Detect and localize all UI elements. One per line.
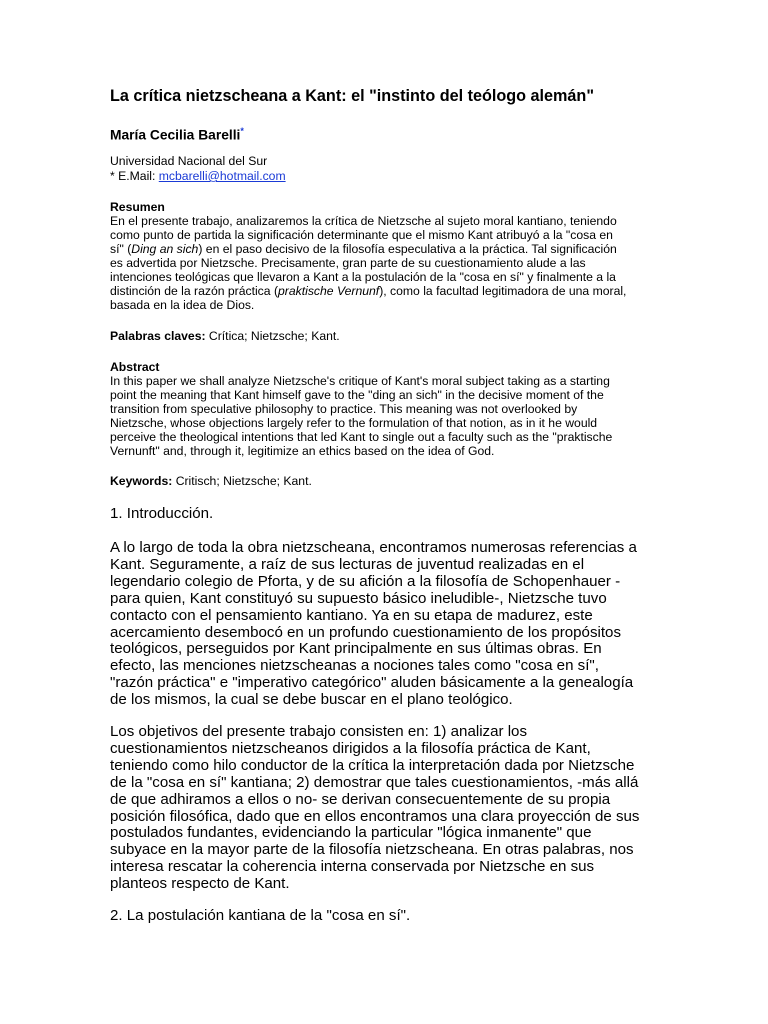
resumen-line: distinción de la razón práctica (praktische Vernunf), como la facultad legitimadora de una moral, xyxy=(110,284,627,298)
paper-title: La crítica nietzscheana a Kant: el "instinto del teólogo alemán" xyxy=(110,87,594,105)
paragraph-line: postulados fundantes, evidenciando la particular "lógica inmanente" que xyxy=(110,824,592,842)
palabras-claves-value: Crítica; Nietzsche; Kant. xyxy=(205,329,340,343)
abstract-line: point the meaning that Kant himself gave to the "ding an sich" in the decisive moment of the xyxy=(110,388,604,402)
paragraph-line: posición filosófica, dado que en ellos encontramos una clara proyección de sus xyxy=(110,807,640,825)
palabras-claves-label: Palabras claves: xyxy=(110,329,206,343)
email-prefix: * E.Mail: xyxy=(110,169,159,183)
paragraph-line: efecto, las menciones nietzscheanas a nociones tales como "cosa en sí", xyxy=(110,657,599,675)
abstract-heading: Abstract xyxy=(110,360,160,374)
abstract-line: perceive the theological intentions that led Kant to single out a faculty such as the "praktische xyxy=(110,430,613,444)
paragraph-line: de los mismos, la cual se debe buscar en el plano teológico. xyxy=(110,691,513,709)
italic-term: Ding an sich xyxy=(131,242,199,256)
author-name: María Cecilia Barelli xyxy=(110,127,241,143)
paragraph-line: cuestionamientos nietzscheanos dirigidos a la filosofía práctica de Kant, xyxy=(110,739,591,757)
paragraph-line: teológicos, perseguidos por Kant principalmente en sus últimas obras. En xyxy=(110,640,602,658)
intro-paragraph-2 xyxy=(110,724,660,893)
paragraph-line: interesa rescatar la coherencia interna conservada por Nietzsche en sus xyxy=(110,858,595,876)
paragraph-line: para quien, Kant constituyó su supuesto básico ineludible-, Nietzsche tuvo xyxy=(110,589,607,607)
keywords-value: Critisch; Nietzsche; Kant. xyxy=(172,474,312,488)
italic-term: praktische Vernunf xyxy=(278,284,380,298)
paragraph-line: Los objetivos del presente trabajo consisten en: 1) analizar los xyxy=(110,723,528,740)
section-2-heading: 2. La postulación kantiana de la "cosa en sí". xyxy=(110,907,411,924)
resumen-line: sí" (Ding an sich) en el paso decisivo de la filosofía especulativa a la práctica. Tal significación xyxy=(110,242,617,256)
paragraph-line: planteos respecto de Kant. xyxy=(110,875,290,893)
email-link[interactable]: mcbarelli@hotmail.com xyxy=(158,169,286,183)
paragraph-line: "razón práctica" e "imperativo categórico" aluden básicamente a la genealogía xyxy=(110,674,634,692)
affiliation: Universidad Nacional del Sur xyxy=(110,154,268,168)
resumen-line: basada en la idea de Dios. xyxy=(110,298,255,312)
resumen-line: intenciones teológicas que llevaron a Kant a la postulación de la "cosa en sí" y finalmente a la xyxy=(110,270,616,284)
paragraph-line: legendario colegio de Pforta, y de su afición a la filosofía de Schopenhauer - xyxy=(110,572,621,590)
abstract-line: Vernunft" and, through it, legitimize an ethics based on the idea of God. xyxy=(110,444,495,458)
section-1-heading: 1. Introducción. xyxy=(110,505,214,522)
paragraph-line: A lo largo de toda la obra nietzscheana, encontramos numerosas referencias a xyxy=(110,539,637,556)
paragraph-line: acercamiento desembocó en un profundo cuestionamiento de los propósitos xyxy=(110,623,621,641)
resumen-line: En el presente trabajo, analizaremos la crítica de Nietzsche al sujeto moral kantiano, teniendo xyxy=(110,214,617,228)
resumen-heading: Resumen xyxy=(110,200,165,214)
paragraph-line: de que adhiramos a ellos o no- se derivan consecuentemente de su propia xyxy=(110,790,611,808)
paragraph-line: subyace en la mayor parte de la filosofía nietzscheana. En otras palabras, nos xyxy=(110,841,634,859)
intro-paragraph-1 xyxy=(110,540,660,709)
abstract-body xyxy=(110,374,660,458)
keywords-label: Keywords: xyxy=(110,474,173,488)
paragraph-line: teniendo como hilo conductor de la crítica la interpretación dada por Nietzsche xyxy=(110,756,635,774)
palabras-claves xyxy=(110,329,660,343)
abstract-line: transition from speculative philosophy to practice. This meaning was not overlooked by xyxy=(110,402,578,416)
resumen-line: es advertida por Nietzsche. Precisamente, gran parte de su cuestionamiento alude a las xyxy=(110,256,586,270)
keywords xyxy=(110,474,660,488)
paragraph-line: Kant. Seguramente, a raíz de sus lecturas de juventud realizadas en el xyxy=(110,555,585,573)
author-footnote-mark[interactable]: * xyxy=(240,126,244,136)
abstract-line: In this paper we shall analyze Nietzsche's critique of Kant's moral subject taking as a starting xyxy=(110,374,610,388)
author-line xyxy=(110,122,244,145)
resumen-line: como punto de partida la significación determinante que el mismo Kant atribuyó a la "cosa en xyxy=(110,228,613,242)
paragraph-line: de la "cosa en sí" kantiana; 2) demostrar que tales cuestionamientos, -más allá xyxy=(110,773,639,791)
paragraph-line: contacto con el pensamiento kantiano. Ya en su etapa de madurez, este xyxy=(110,606,593,624)
resumen-body xyxy=(110,214,660,312)
email-line xyxy=(110,169,660,183)
abstract-line: Nietzsche, whose objections largely refer to the formulation of that notion, as in it he would xyxy=(110,416,598,430)
